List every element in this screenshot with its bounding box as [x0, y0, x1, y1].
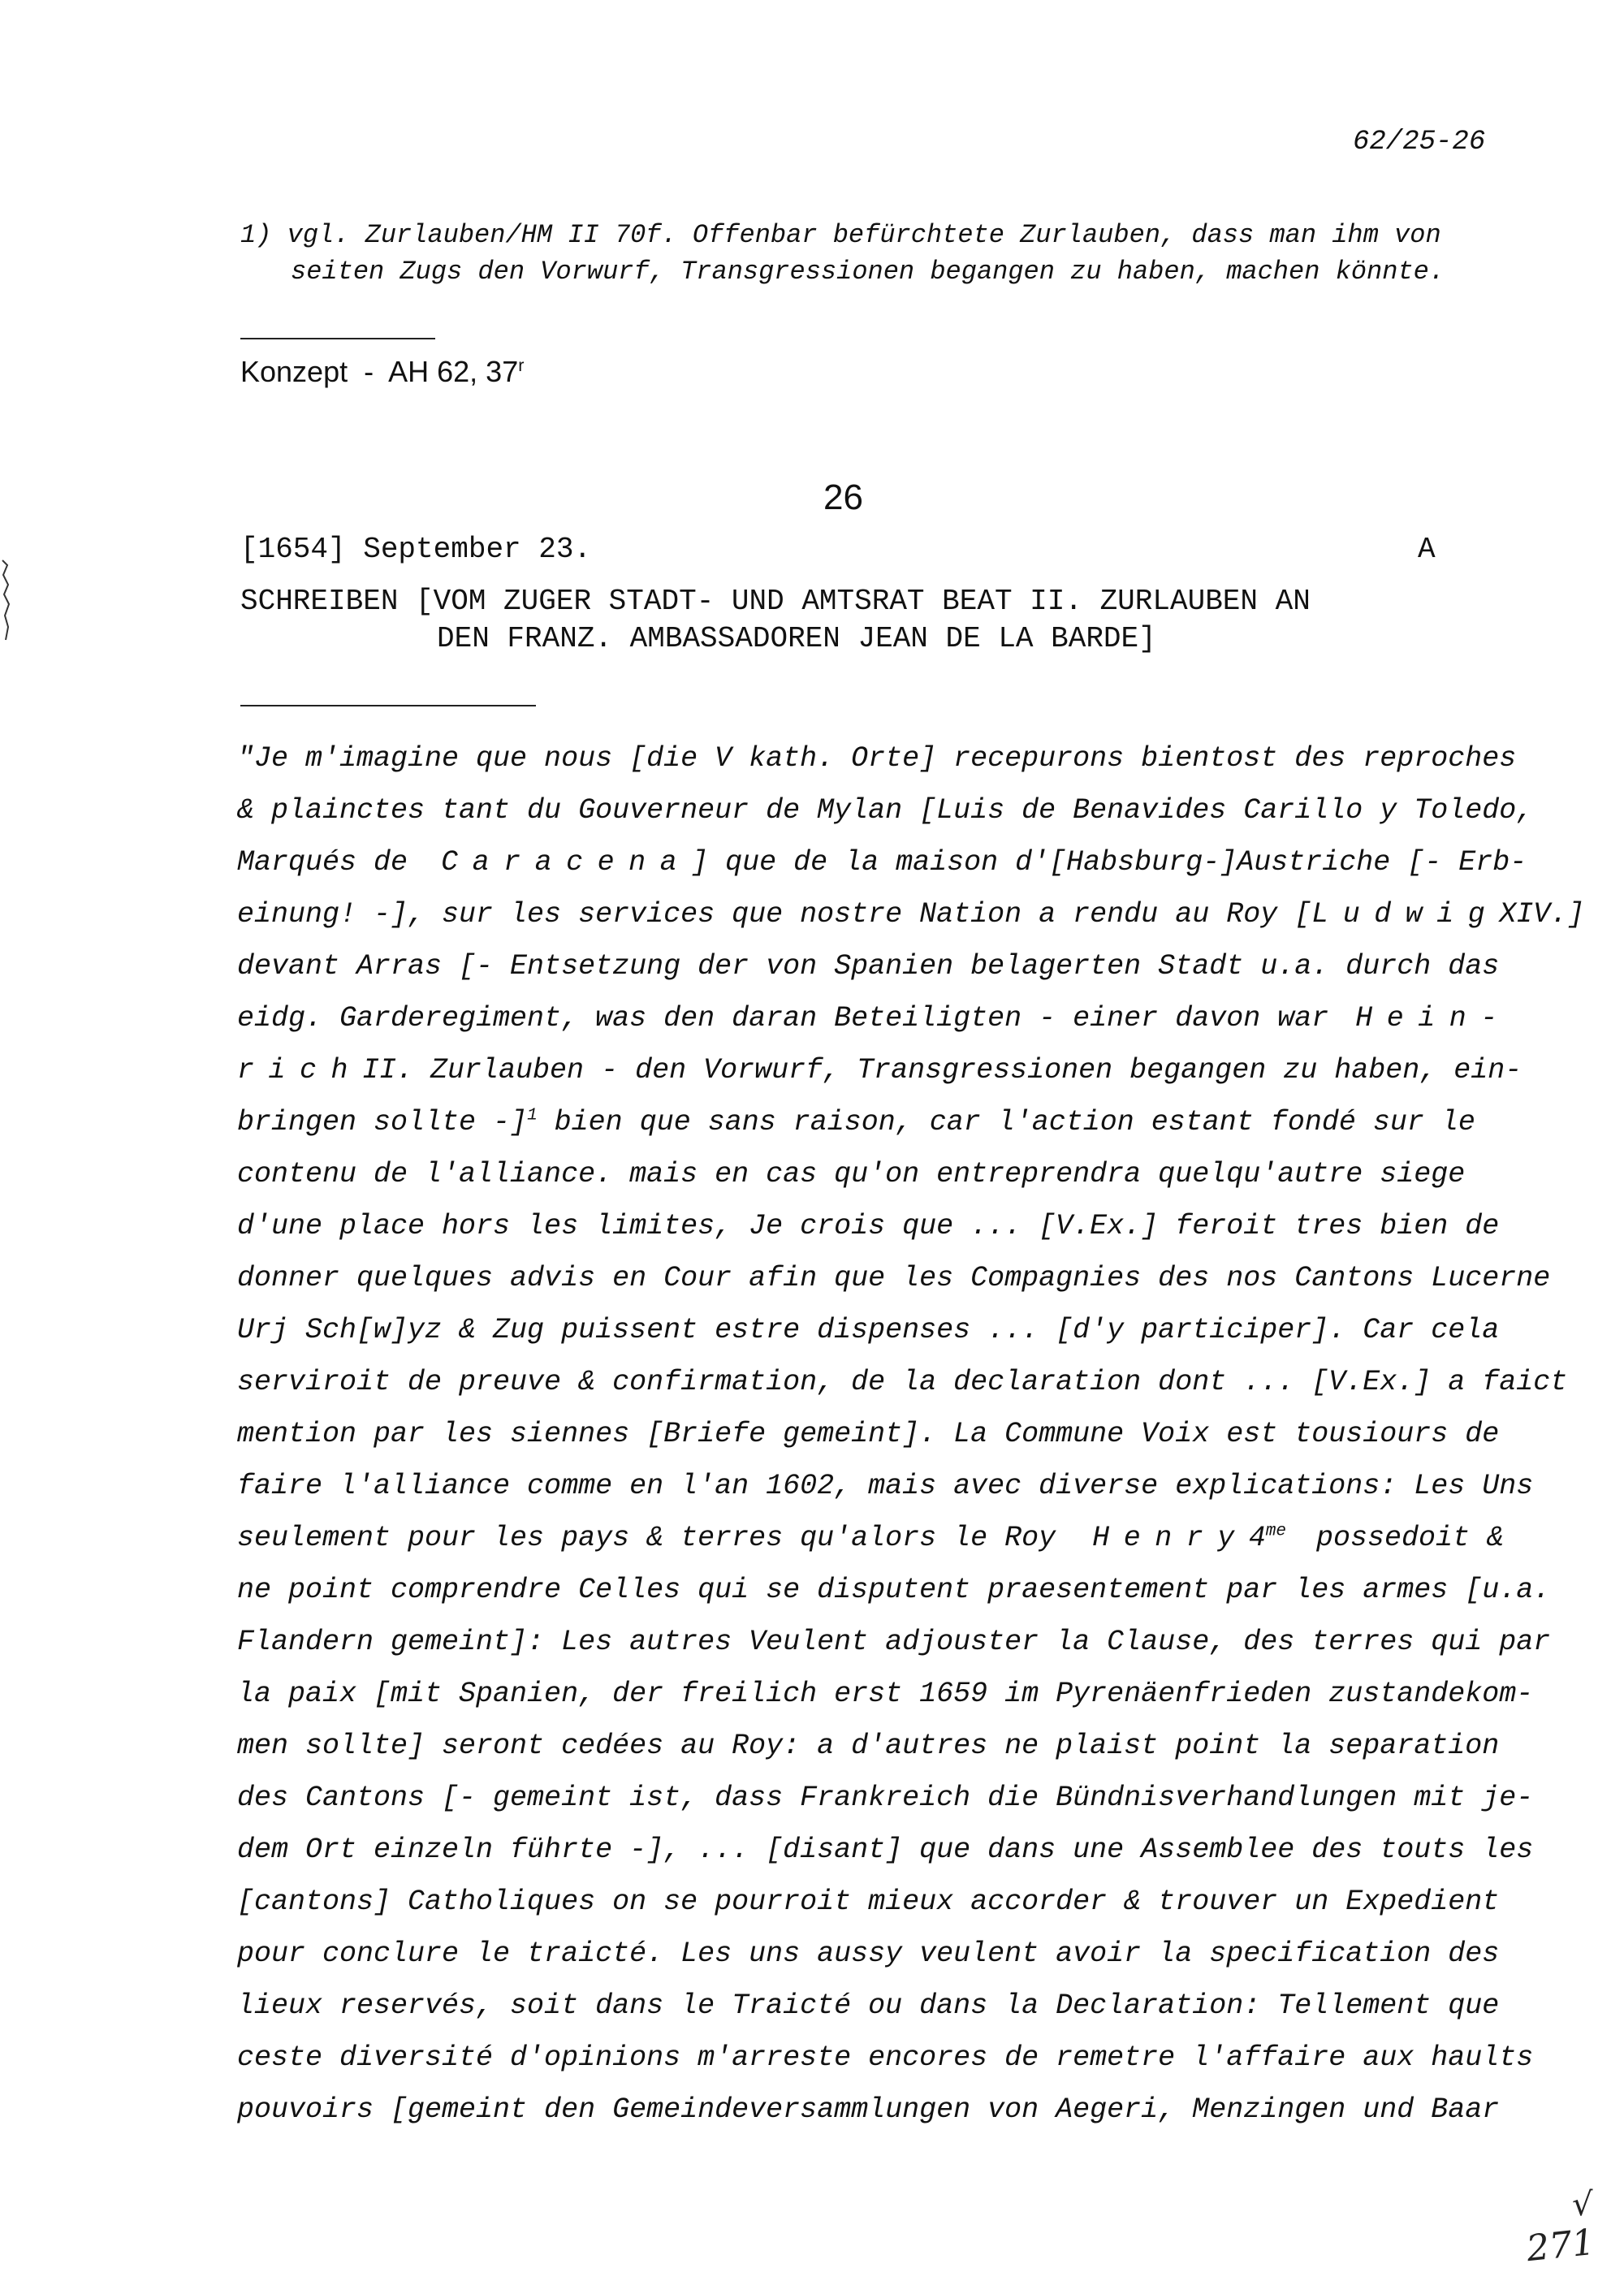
- body-line-16c: possedoit &: [1315, 1522, 1505, 1554]
- body-line-1: "Je m'imagine que nous [die V kath. Orte] recepurons bientost des reproches: [237, 742, 1517, 775]
- body-line-22: dem Ort einzeln führte -], ... [disant] que dans une Assemblee des touts les: [237, 1834, 1534, 1866]
- body-line-8: [237, 1106, 1475, 1138]
- name-heinrich-part2: rich: [237, 1054, 363, 1086]
- heading-line-2: DEN FRANZ. AMBASSADOREN JEAN DE LA BARDE]: [437, 622, 1156, 655]
- henry-ordinal-sup: me: [1265, 1522, 1286, 1541]
- body-line-25: lieux reservés, soit dans le Traicté ou dans la Declaration: Tellement que: [237, 1989, 1500, 2022]
- name-ludwig: Ludwig: [1311, 898, 1500, 931]
- body-line-18: Flandern gemeint]: Les autres Veulent adjouster la Clause, des terres qui par: [237, 1626, 1551, 1658]
- body-line-13: serviroit de preuve & confirmation, de la declaration dont ... [V.Ex.] a faict: [237, 1366, 1568, 1398]
- body-line-8b: bien que sans raison, car l'action estant fondé sur le: [537, 1106, 1475, 1138]
- body-line-3a: Marqués de: [237, 846, 408, 879]
- handwritten-folio-number: 271: [1524, 2221, 1597, 2270]
- body-line-7b: II. Zurlauben - den Vorwurf, Transgressionen begangen zu haben, ein-: [362, 1054, 1522, 1086]
- body-line-15: faire l'alliance comme en l'an 1602, mais avec diverse explications: Les Uns: [237, 1470, 1534, 1502]
- footnote-line-1: 1) vgl. Zurlauben/HM II 70f. Offenbar befürchtete Zurlauben, dass man ihm von: [240, 220, 1441, 250]
- body-line-7: [237, 1054, 1522, 1086]
- body-line-4a: einung! -], sur les services que nostre Nation a rendu au Roy [: [237, 898, 1312, 931]
- body-line-10: d'une place hors les limites, Je crois que ... [V.Ex.] feroit tres bien de: [237, 1210, 1500, 1242]
- body-line-6a: eidg. Garderegiment, was den daran Beteiligten - einer davon war: [237, 1002, 1329, 1035]
- body-line-4: [237, 898, 1584, 931]
- body-line-3: [237, 846, 1527, 879]
- body-line-8a: bringen sollte -]: [237, 1106, 528, 1138]
- body-line-26: ceste diversité d'opinions m'arreste encores de remetre l'affaire aux haults: [237, 2041, 1534, 2074]
- body-line-4c: XIV.]: [1499, 898, 1585, 931]
- source-text: Konzept - AH 62, 37: [240, 355, 519, 388]
- body-line-17: ne point comprendre Celles qui se disputent praesentement par les armes [u.a.: [237, 1574, 1551, 1606]
- letter-code: A: [1418, 533, 1436, 566]
- body-line-12: Urj Sch[w]yz & Zug puissent estre dispenses ... [d'y participer]. Car cela: [237, 1314, 1500, 1346]
- source-reference: [240, 355, 524, 389]
- margin-annotation-mark: [0, 559, 11, 648]
- name-henry: Henry: [1092, 1522, 1249, 1554]
- separator-rule-2: [240, 705, 536, 706]
- body-line-27: pouvoirs [gemeint den Gemeindeversammlungen von Aegeri, Menzingen und Baar: [237, 2093, 1500, 2126]
- name-heinrich-part1: Hein-: [1355, 1002, 1512, 1035]
- heading-line-1: SCHREIBEN [VOM ZUGER STADT- UND AMTSRAT BEAT II. ZURLAUBEN AN: [240, 585, 1311, 618]
- handwritten-checkmark: √: [1572, 2186, 1593, 2223]
- body-line-21: des Cantons [- gemeint ist, dass Frankreich die Bündnisverhandlungen mit je-: [237, 1782, 1534, 1814]
- henry-ordinal: 4: [1248, 1522, 1266, 1554]
- document-number: 26: [823, 477, 863, 517]
- body-line-16a: seulement pour les pays & terres qu'alors le Roy: [237, 1522, 1056, 1554]
- page-reference: 62/25-26: [1353, 127, 1486, 158]
- body-line-6: [237, 1002, 1512, 1035]
- document-date: [1654] September 23.: [240, 533, 592, 566]
- footnote-ref-1: 1: [527, 1106, 538, 1125]
- body-line-3c: ] que de la maison d'[Habsburg-]Austriche [- Erb-: [691, 846, 1527, 879]
- body-line-2: & plainctes tant du Gouverneur de Mylan [Luis de Benavides Carillo y Toledo,: [237, 794, 1534, 827]
- body-line-23: [cantons] Catholiques on se pourroit mieux accorder & trouver un Expedient: [237, 1886, 1500, 1918]
- body-line-11: donner quelques advis en Cour afin que les Compagnies des nos Cantons Lucerne: [237, 1262, 1551, 1294]
- separator-rule-1: [240, 338, 435, 339]
- footnote-line-2: seiten Zugs den Vorwurf, Transgressionen begangen zu haben, machen könnte.: [291, 257, 1445, 287]
- body-line-9: contenu de l'alliance. mais en cas qu'on entreprendra quelqu'autre siege: [237, 1158, 1466, 1190]
- body-line-14: mention par les siennes [Briefe gemeint]. La Commune Voix est tousiours de: [237, 1418, 1500, 1450]
- source-folio-sup: r: [518, 355, 525, 375]
- name-caracena: Caracena: [441, 846, 692, 879]
- body-line-20: men sollte] seront cedées au Roy: a d'autres ne plaist point la separation: [237, 1730, 1500, 1762]
- body-line-19: la paix [mit Spanien, der freilich erst 1659 im Pyrenäenfrieden zustandekom-: [237, 1678, 1534, 1710]
- body-line-24: pour conclure le traicté. Les uns aussy veulent avoir la specification des: [237, 1938, 1500, 1970]
- body-line-5: devant Arras [- Entsetzung der von Spanien belagerten Stadt u.a. durch das: [237, 950, 1500, 983]
- body-line-16: [237, 1522, 1504, 1554]
